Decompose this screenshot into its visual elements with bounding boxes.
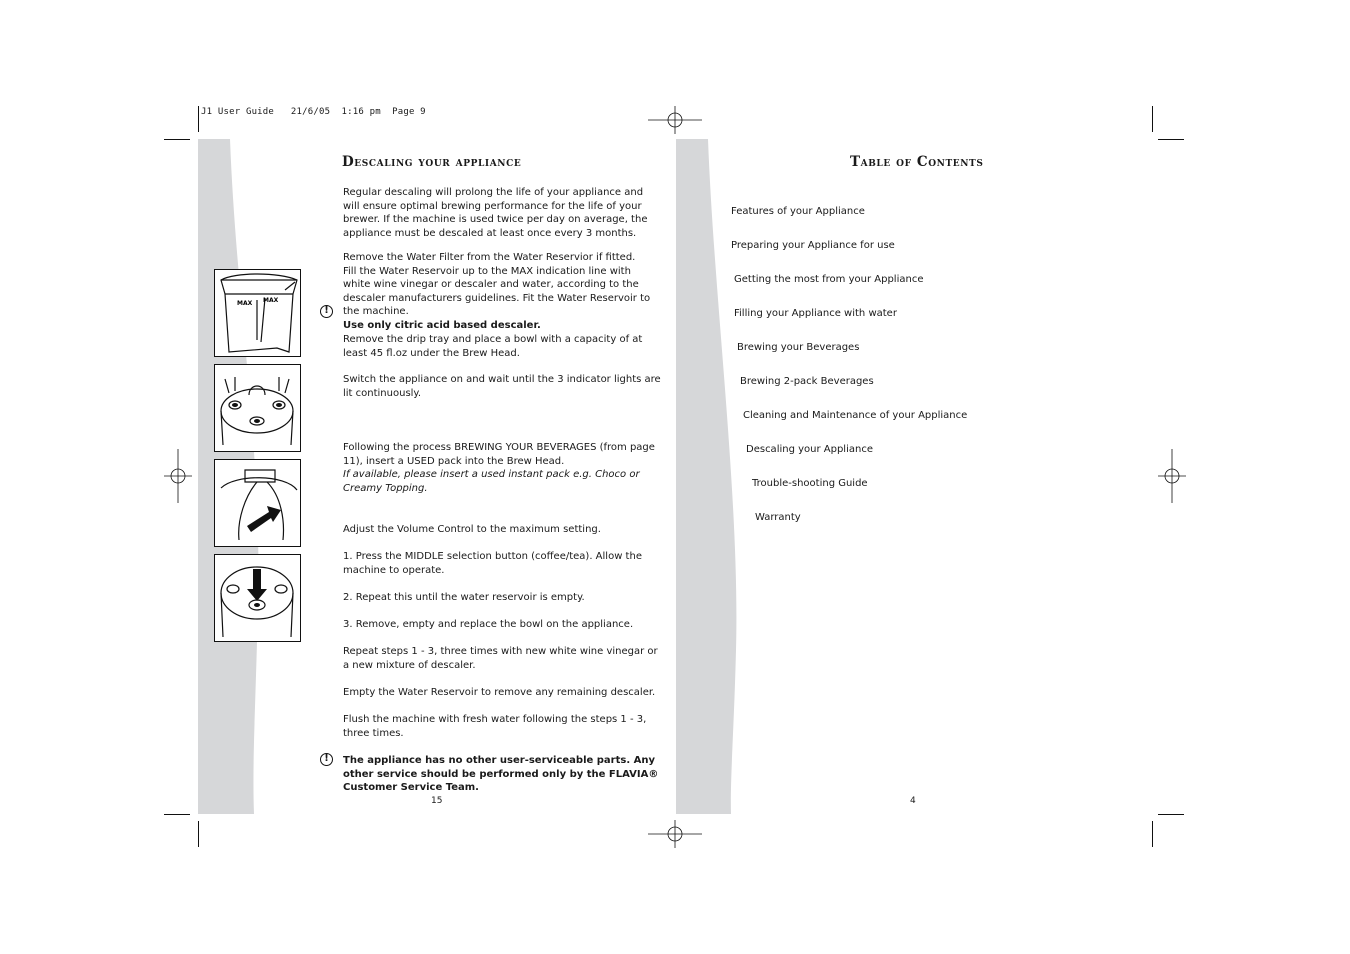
warning-icon: !: [320, 305, 333, 318]
step-empty: Empty the Water Reservoir to remove any remaining descaler.: [343, 687, 656, 698]
step-2: 2. Repeat this until the water reservoir is empty.: [343, 592, 585, 603]
max-label: MAX: [263, 297, 279, 304]
indicator-lights-illustration: [214, 364, 301, 452]
toc-item[interactable]: Cleaning and Maintenance of your Appliance: [743, 410, 968, 421]
step-volume: Adjust the Volume Control to the maximum setting.: [343, 524, 601, 535]
slug-date: 21/6/05: [290, 107, 331, 117]
page-number-left: 15: [431, 796, 443, 806]
step-flush: Flush the machine with fresh water following the steps 1 - 3, three times.: [343, 714, 647, 739]
intro-paragraph: Regular descaling will prolong the life of your appliance and will ensure optimal brewing performance for the life of your brewer. If the machine is used twice per day on average, the appliance must be descaled at least once every 3 months.: [343, 187, 648, 239]
step-1: 1. Press the MIDDLE selection button (coffee/tea). Allow the machine to operate.: [343, 551, 642, 576]
toc-item[interactable]: Descaling your Appliance: [746, 444, 873, 455]
slug-file: J1 User Guide: [201, 107, 275, 117]
insert-pack-illustration: [214, 459, 301, 547]
toc-item[interactable]: Trouble-shooting Guide: [752, 478, 868, 489]
step-insert-pack: [343, 441, 661, 495]
toc-item[interactable]: Preparing your Appliance for use: [731, 240, 895, 251]
citric-acid-note: Use only citric acid based descaler.: [343, 319, 541, 331]
step-drip-tray: Remove the drip tray and place a bowl with a capacity of at least 45 fl.oz under the Brew Head.: [343, 334, 643, 359]
service-note: The appliance has no other user-serviceable parts. Any other service should be performed only by the FLAVIA® Customer Service Team.: [343, 755, 659, 794]
toc-item[interactable]: Brewing your Beverages: [737, 342, 860, 353]
slug-time: 1:16 pm: [341, 107, 381, 117]
toc-item[interactable]: Getting the most from your Appliance: [734, 274, 924, 285]
fill-reservoir-text: Fill the Water Reservoir up to the MAX indication line with white wine vinegar or descaler and water, according to the descaler manufacturers guidelines. Fit the Water Reservoir to the machine.: [343, 265, 651, 318]
toc-item[interactable]: Warranty: [755, 512, 801, 523]
page-title-descaling: Descaling your appliance: [342, 154, 522, 170]
step-repeat: Repeat steps 1 - 3, three times with new white wine vinegar or a new mixture of descaler.: [343, 646, 658, 671]
toc-item[interactable]: Features of your Appliance: [731, 206, 865, 217]
page-number-right: 4: [910, 796, 916, 806]
max-label: MAX: [237, 300, 253, 307]
toc-item[interactable]: Filling your Appliance with water: [734, 308, 897, 319]
instant-pack-note: If available, please insert a used instant pack e.g. Choco or Creamy Topping.: [343, 469, 640, 494]
water-reservoir-illustration: [214, 269, 301, 357]
remove-filter-text: Remove the Water Filter from the Water Reservior if fitted.: [343, 252, 636, 263]
page-title-contents: Table of Contents: [850, 154, 984, 170]
toc-item[interactable]: Brewing 2-pack Beverages: [740, 376, 874, 387]
step-3: 3. Remove, empty and replace the bowl on the appliance.: [343, 619, 634, 630]
step-switch-on: Switch the appliance on and wait until the 3 indicator lights are lit continuously.: [343, 374, 661, 399]
warning-icon: !: [320, 753, 333, 766]
insert-pack-text: Following the process BREWING YOUR BEVERAGES (from page 11), insert a USED pack into the Brew Head.: [343, 442, 655, 467]
slug-page: Page 9: [392, 107, 426, 117]
press-middle-button-illustration: [214, 554, 301, 642]
step-fill-reservoir: [343, 251, 661, 333]
